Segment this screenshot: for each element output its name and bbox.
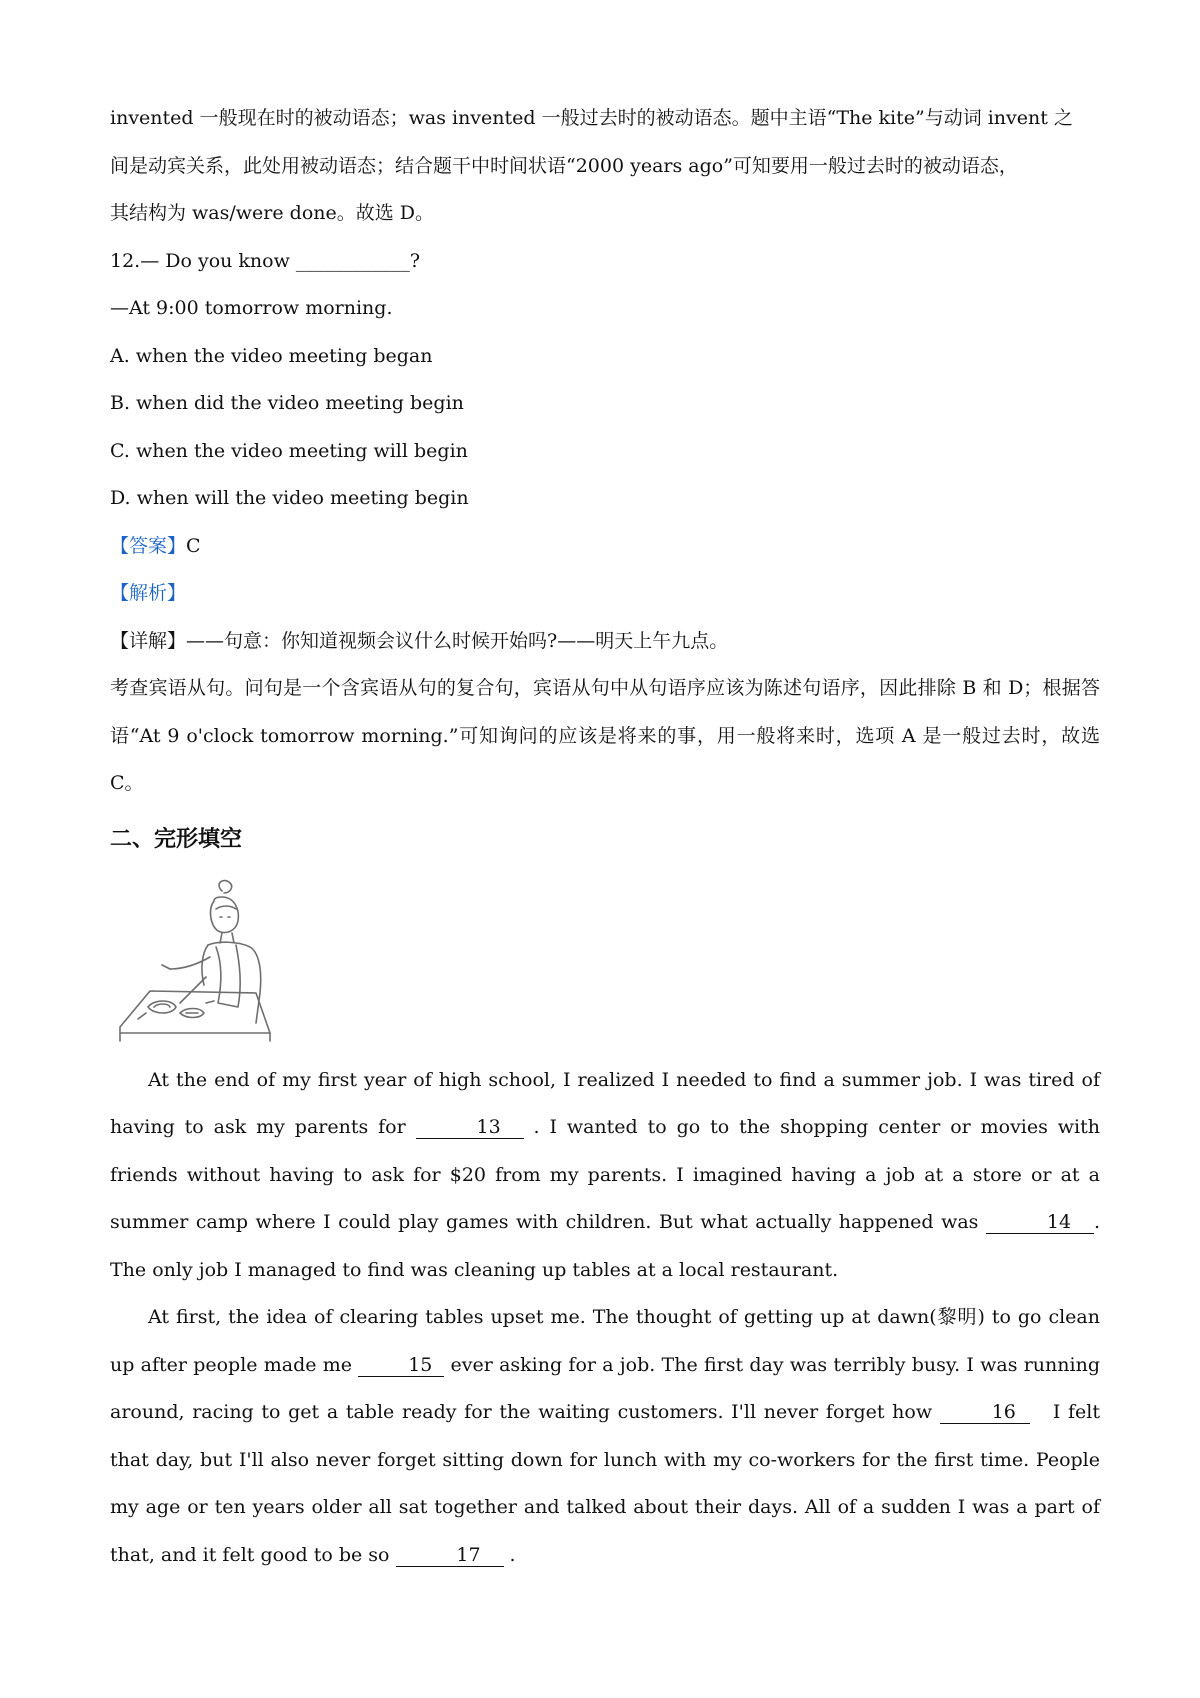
answer-line: [110, 523, 1100, 571]
blank-17[interactable]: 17: [396, 1544, 504, 1567]
explanation-paragraph: 考查宾语从句。问句是一个含宾语从句的复合句，宾语从句中从句语序应该为陈述句语序，因此排除 B 和 D；根据答语“At 9 o'clock tomorrow morning.”可知询问的应该是将来的事，用一般将来时，选项 A 是一般过去时，故选 C。: [110, 677, 1100, 794]
passage-p1-text-b: . I wanted to go to the shopping center or movies with friends without having to ask for $20 from my parents. I imagined having a job at a store or at a summer camp where I could play games with children. But what actually happened was: [110, 1116, 1100, 1233]
previous-explanation-line-2: 间是动宾关系，此处用被动语态；结合题干中时间状语“2000 years ago”可知要用一般过去时的被动语态，: [110, 154, 1018, 177]
blank-16[interactable]: 16: [940, 1401, 1030, 1424]
woman-clearing-table-illustration: [110, 873, 1100, 1051]
previous-explanation-line-1: invented 一般现在时的被动语态；was invented 一般过去时的被动语态。题中主语“The kite”与动词 invent 之: [110, 107, 1073, 129]
passage-p2-text-b: ever asking for a job. The first day was terribly busy. I was running around, racing to get a table ready for the waiting customers. I'll never forget how: [110, 1353, 1100, 1423]
option-c: C. when the video meeting will begin: [110, 439, 468, 462]
option-b: B. when did the video meeting begin: [110, 392, 464, 414]
blank-15[interactable]: 15: [358, 1354, 444, 1377]
previous-explanation-line-3: 其结构为 was/were done。故选 D。: [110, 202, 435, 224]
blank-14[interactable]: 14: [986, 1211, 1094, 1234]
section-title: 二、完形填空: [110, 826, 243, 852]
passage-paragraph-1: [110, 1057, 1100, 1295]
passage-p2-text-c: I felt that day, but I'll also never forget sitting down for lunch with my co-workers for the first time. People my age or ten years older all sat together and talked about their days. All of a sudden I was a part of that, and it felt good to be so: [110, 1401, 1100, 1566]
page-content: [110, 95, 1100, 1579]
illustration-svg: [110, 873, 280, 1051]
option-d: D. when will the video meeting begin: [110, 487, 469, 509]
question-12-stem: 12.— Do you know ____________?: [110, 249, 421, 272]
passage-p2-text-a: At first, the idea of clearing tables upset me. The thought of getting up at dawn(黎明) to go clean up after people made me: [110, 1306, 1100, 1376]
analysis-tag: 【解析】: [110, 582, 187, 604]
passage-paragraph-2: [110, 1294, 1100, 1579]
detail-line: 【详解】——句意：你知道视频会议什么时候开始吗?——明天上午九点。: [110, 629, 729, 652]
passage-p2-text-d: .: [509, 1543, 516, 1566]
question-12-reply: —At 9:00 tomorrow morning.: [110, 297, 393, 319]
passage-p1-text-a: At the end of my first year of high school, I realized I needed to find a summer job. I was tired of having to ask my parents for: [110, 1068, 1100, 1138]
answer-tag: 【答案】: [110, 534, 187, 557]
answer-value: C: [186, 534, 201, 557]
blank-13[interactable]: 13: [416, 1116, 524, 1139]
option-a: A. when the video meeting began: [110, 344, 433, 367]
passage-p1-text-c: . The only job I managed to find was cleaning up tables at a local restaurant.: [110, 1211, 1100, 1281]
